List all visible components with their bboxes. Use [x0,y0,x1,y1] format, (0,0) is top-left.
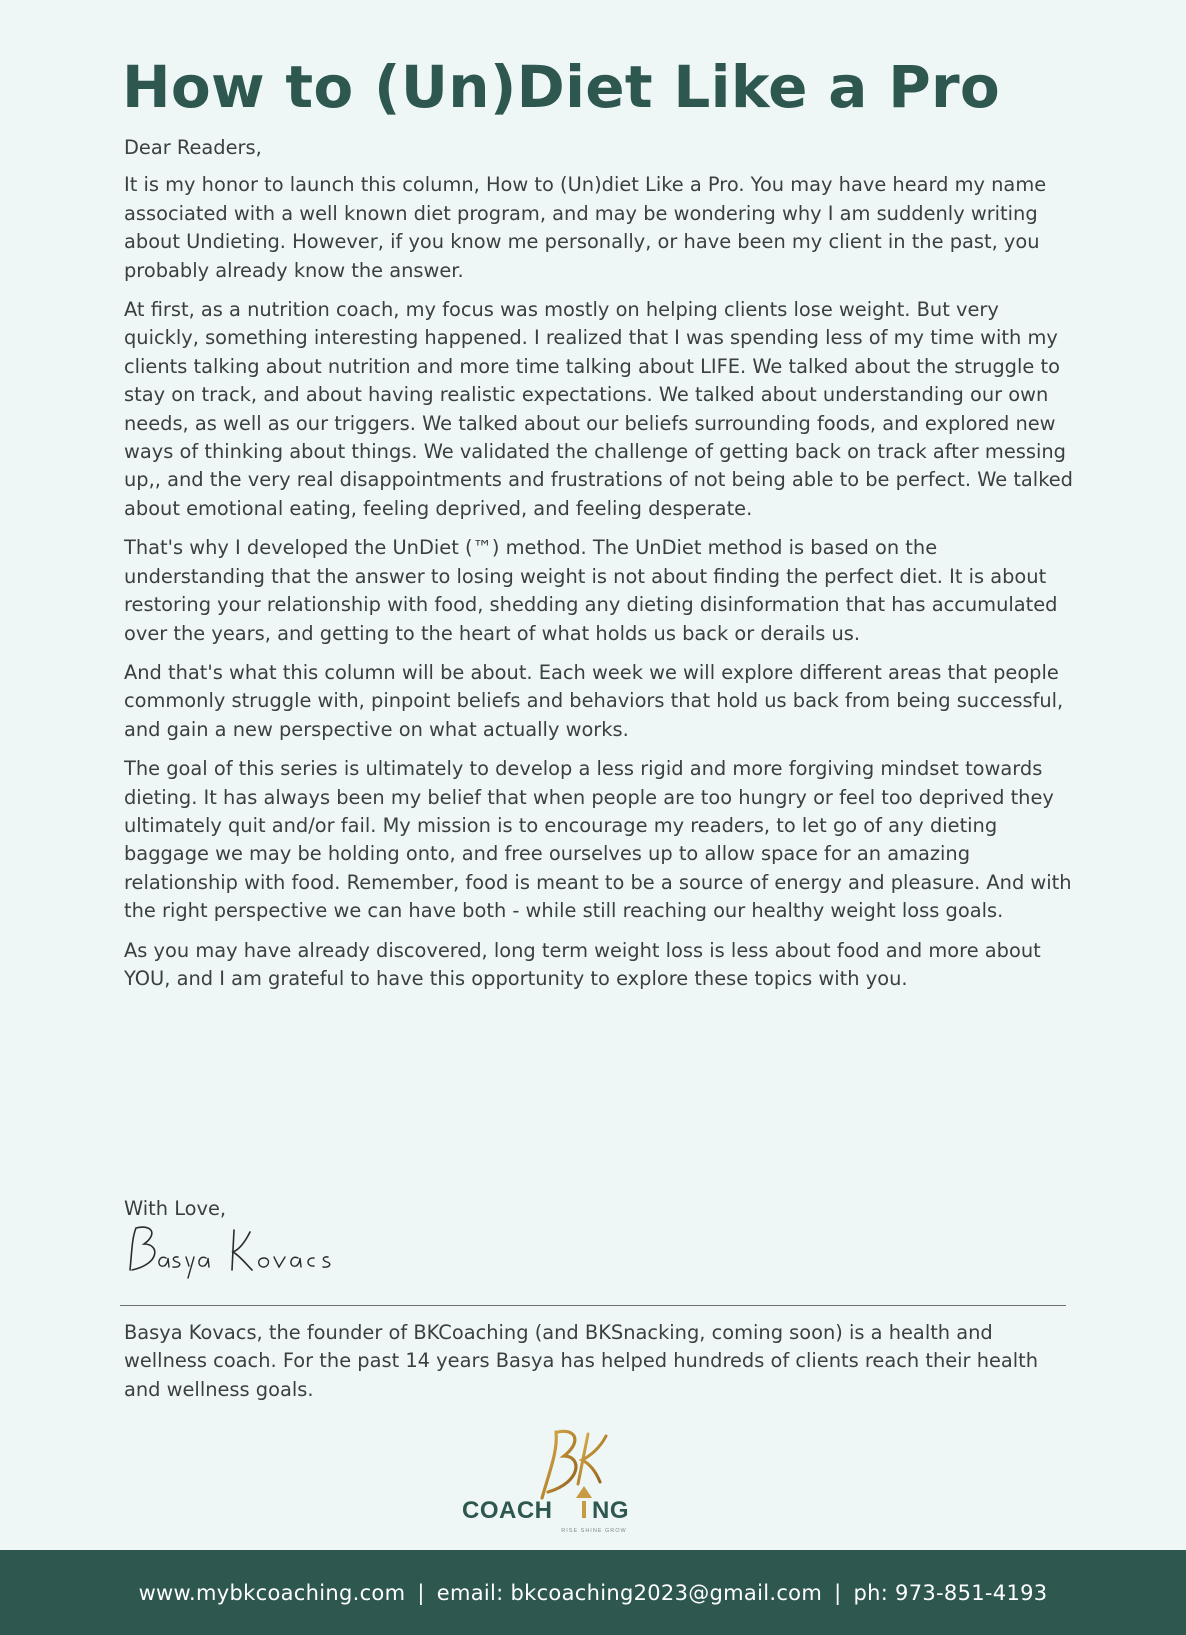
svg-text:RISE SHINE GROW: RISE SHINE GROW [561,1528,627,1534]
greeting: Dear Readers, [124,136,262,159]
website-link[interactable]: www.mybkcoaching.com [138,1580,406,1605]
email-link[interactable]: email: bkcoaching2023@gmail.com [436,1580,823,1605]
paragraph-4: And that's what this column will be about. Each week we will explore different areas that people commonly struggle with, pinpoint beliefs and behaviors that hold us back from being successful, and gain a new perspective on what actually works. [124,660,1064,741]
phone-link[interactable]: ph: 973-851-4193 [853,1580,1048,1605]
bk-coaching-logo [462,1420,710,1540]
page-title: How to (Un)Diet Like a Pro [122,53,1001,121]
author-bio: Basya Kovacs, the founder of BKCoaching (and BKSnacking, coming soon) is a health and wellness coach. For the past 14 years Basya has helped hundreds of clients reach their health and wellness goals. [124,1321,1039,1401]
paragraph-2: At first, as a nutrition coach, my focus was mostly on helping clients lose weight. But very quickly, something interesting happened. I realized that I was spending less of my time with my clients talking about nutrition and more time talking about LIFE. We talked about the struggle to stay on track, and about having realistic expectations. We talked about understanding our own needs, as well as our triggers. We talked about our beliefs surrounding foods, and explored new ways of thinking about things. We validated the challenge of getting back on track after messing up,, and the very real disappointments and frustrations of not being able to be perfect. We talked about emotional eating, feeling deprived, and feeling desperate. [124,298,1073,520]
footer-separator: | [834,1580,842,1605]
contact-footer [0,1550,1186,1635]
paragraph-1: It is my honor to launch this column, How to (Un)diet Like a Pro. You may have heard my name associated with a well known diet program, and may be wondering why I am suddenly writing about Undieting. However, if you know me personally, or have been my client in the past, you probably already know the answer. [124,173,1047,282]
svg-text:NG: NG [592,1497,629,1524]
closing-line: With Love, [124,1197,227,1220]
footer-separator: | [417,1580,425,1605]
section-divider [120,1305,1066,1306]
paragraph-6: As you may have already discovered, long term weight loss is less about food and more about YOU, and I am grateful to have this opportunity to explore these topics with you. [124,938,1041,990]
svg-text:COACH: COACH [462,1497,553,1524]
paragraph-5: The goal of this series is ultimately to develop a less rigid and more forgiving mindset towards dieting. It has always been my belief that when people are too hungry or feel too deprived they ultimately quit and/or fail. My mission is to encourage my readers, to let go of any dieting baggage we may be holding onto, and free ourselves up to allow space for an amazing relationship with food. Remember, food is meant to be a source of energy and pleasure. And with the right perspective we can have both - while still reaching our healthy weight loss goals. [124,757,1072,923]
paragraph-3: That's why I developed the UnDiet (™) method. The UnDiet method is based on the understanding that the answer to losing weight is not about finding the perfect diet. It is about restoring your relationship with food, shedding any dieting disinformation that has accumulated over the years, and getting to the heart of what holds us back or derails us. [124,536,1058,645]
signature-image [122,1220,352,1280]
article-body [124,134,1074,1004]
up-arrow-icon [576,1486,592,1498]
